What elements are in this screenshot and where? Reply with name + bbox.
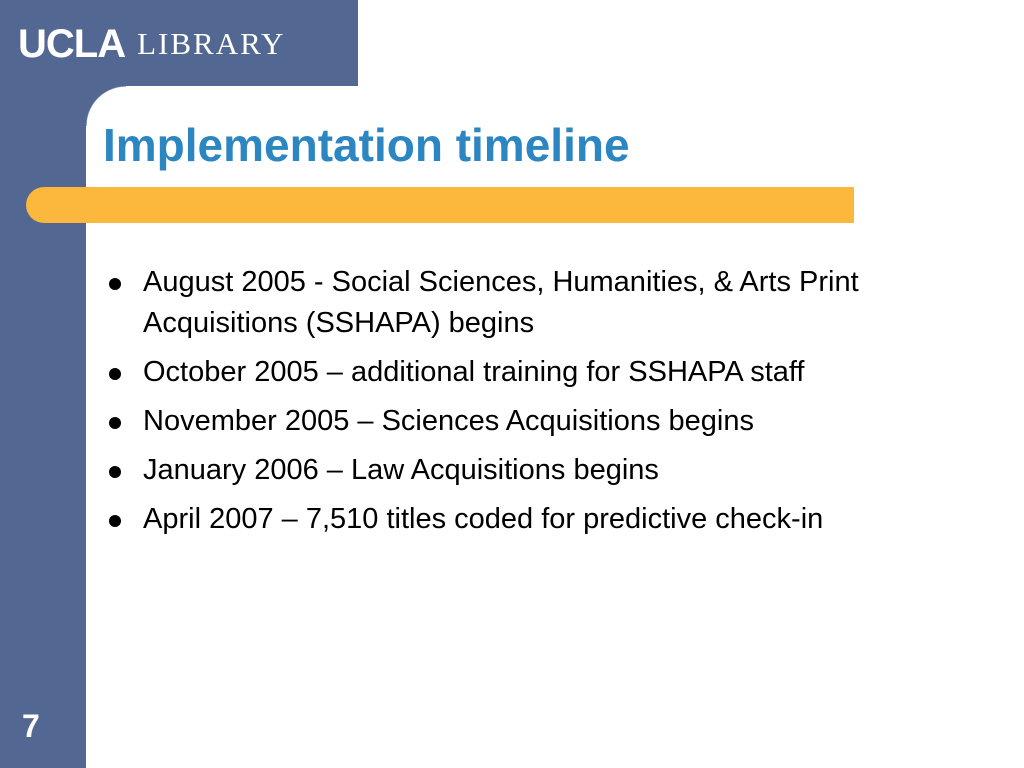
logo-ucla-text: UCLA [18, 21, 126, 66]
bullet-dot-icon [109, 466, 121, 478]
page-number: 7 [22, 708, 40, 744]
bullet-list [106, 262, 986, 548]
bullet-item [106, 450, 986, 491]
bullet-item [106, 262, 986, 344]
bullet-item [106, 401, 986, 442]
bullet-text: October 2005 – additional training for SSHAPA staff [143, 356, 805, 388]
bullet-text: November 2005 – Sciences Acquisitions begins [143, 405, 754, 437]
bullet-text: August 2005 - Social Sciences, Humanities, & Arts Print Acquisitions (SSHAPA) begins [143, 266, 859, 339]
slide-title: Implementation timeline [103, 119, 630, 171]
bullet-item [106, 499, 986, 540]
ucla-library-logo [18, 22, 285, 66]
logo-library-text: LIBRARY [137, 26, 286, 61]
bullet-dot-icon [109, 515, 121, 527]
bullet-text: January 2006 – Law Acquisitions begins [143, 454, 659, 486]
sidebar [0, 0, 86, 768]
bullet-dot-icon [109, 417, 121, 429]
bullet-item [106, 352, 986, 393]
accent-bar [26, 187, 854, 223]
bullet-dot-icon [109, 278, 121, 290]
bullet-dot-icon [109, 368, 121, 380]
bullet-text: April 2007 – 7,510 titles coded for predictive check-in [143, 503, 824, 535]
